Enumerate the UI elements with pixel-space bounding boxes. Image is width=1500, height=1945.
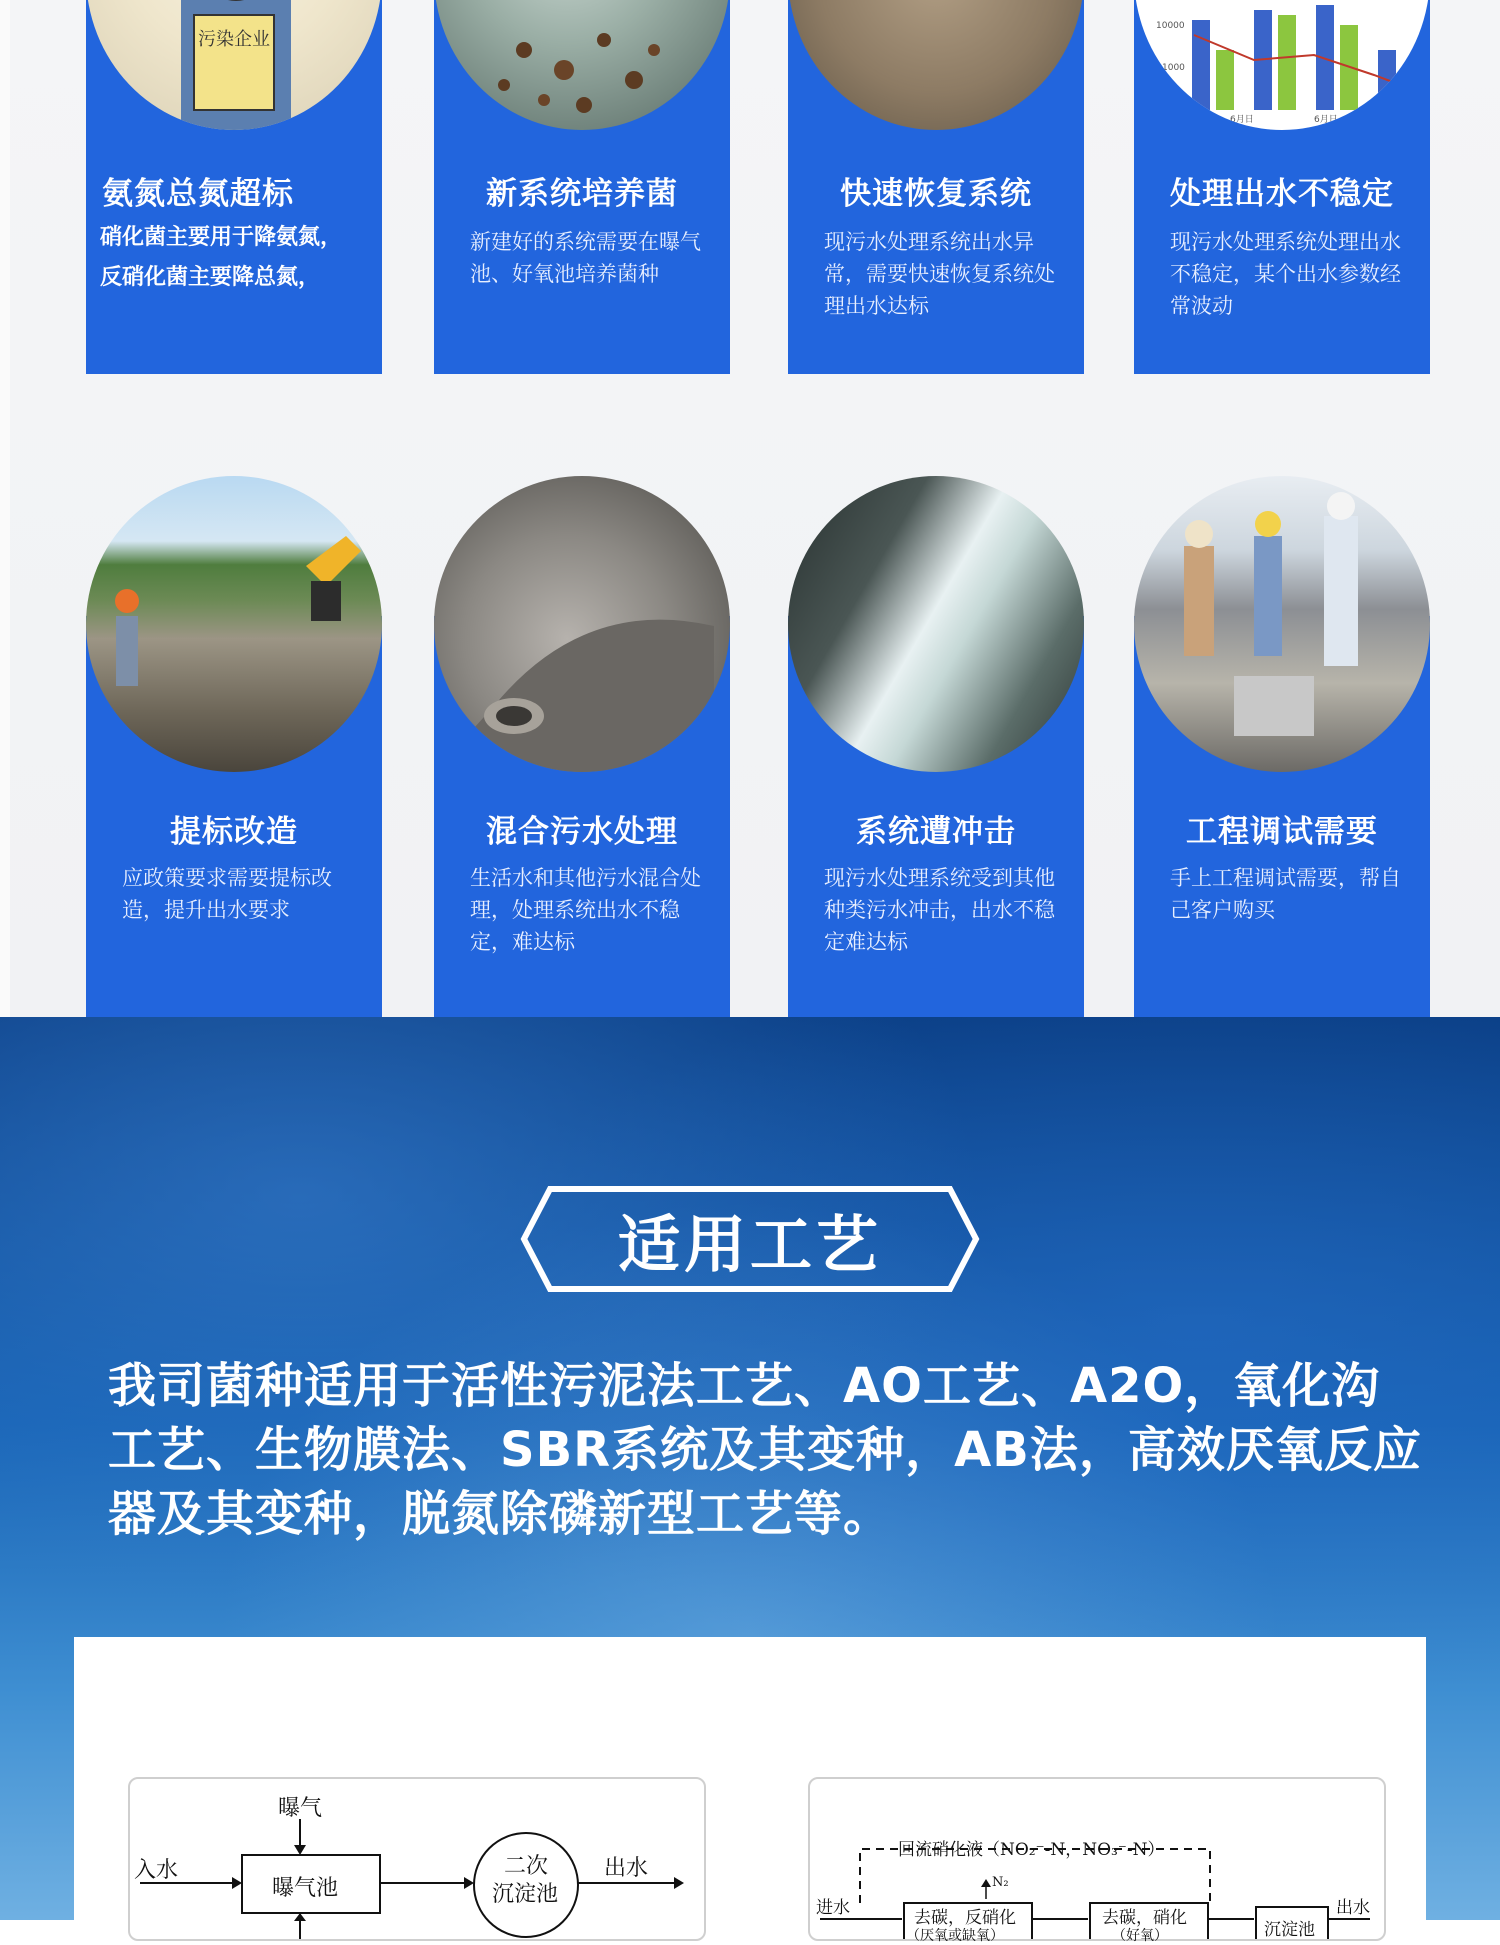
cartoon-polluting-company-photo [86,0,382,130]
scenario-card-upgrade [86,616,382,1017]
chart-tick: 6月日 [1314,115,1338,125]
card-description: 现污水处理系统出水异常，需要快速恢复系统处理出水达标 [824,230,1055,318]
card-description: 硝化菌主要用于降氨氮，反硝化菌主要降总氮， [100,225,343,290]
scenario-card-fast-recovery [788,0,1084,374]
card-description: 应政策要求需要提标改造，提升出水要求 [122,866,332,922]
water-outflow-photo [788,476,1084,772]
card-title: 快速恢复系统 [840,176,1032,212]
construction-site-photo [86,476,382,772]
n2-label: N₂ [992,1875,1009,1890]
chart-tick: 1000 [1162,63,1185,73]
anoxic-tank-label: 去碳，反硝化 [914,1908,1016,1928]
chart-tick: 6月日 [1230,115,1254,125]
activated-sludge-diagram [128,1777,706,1941]
ao-process-diagram [808,1777,1386,1944]
clarifier-label-2: 沉淀池 [492,1882,559,1907]
aeration-label: 曝气 [278,1796,323,1821]
recycle-label: 回流硝化液（NO₂⁻-N，NO₃⁻-N） [898,1840,1165,1860]
sludge-photo [788,0,1084,130]
card-description: 生活水和其他污水混合处理，处理系统出水不稳定，难达标 [470,866,701,954]
bar-chart-photo [1134,0,1430,130]
card-description: 现污水处理系统处理出水不稳定，某个出水参数经常波动 [1170,230,1401,318]
card-title: 氨氮总氮超标 [102,176,294,212]
scenario-card-commissioning [1134,616,1430,1017]
scenario-card-shock-load [788,616,1084,1017]
aeration-tank-label: 曝气池 [272,1876,339,1901]
chart-tick: 10000 [1156,21,1185,31]
card-title: 新系统培养菌 [486,176,678,212]
card-title: 工程调试需要 [1186,814,1378,850]
card-title: 处理出水不稳定 [1170,176,1394,212]
card-title: 系统遭冲击 [856,814,1016,850]
aerobic-tank-sublabel: （好氧） [1112,1928,1168,1944]
card-title: 提标改造 [170,814,298,850]
aerobic-tank-label: 去碳，硝化 [1102,1908,1187,1928]
scenario-card-ammonia [86,0,382,374]
scenario-card-unstable-effluent [1134,0,1430,374]
sewage-pipe-photo [434,476,730,772]
inflow-label: 进水 [816,1898,850,1918]
outflow-label: 出水 [1336,1898,1370,1918]
anoxic-tank-sublabel: （厌氧或缺氧） [906,1928,1004,1944]
card-description: 手上工程调试需要，帮自己客户购买 [1170,866,1401,922]
scenario-card-mixed-sewage [434,616,730,1017]
card-title: 混合污水处理 [486,814,678,850]
sign-text: 污染企业 [198,29,270,50]
card-description: 新建好的系统需要在曝气池、好氧池培养菌种 [470,230,701,286]
card-description: 现污水处理系统受到其他种类污水冲击，出水不稳定难达标 [824,866,1055,954]
scenario-card-new-system [434,0,730,374]
diagram-panel [74,1637,1426,1944]
petri-dish-bacteria-photo [434,0,730,130]
section-banner [520,1185,980,1293]
workers-photo [1134,476,1430,772]
process-description: 我司菌种适用于活性污泥法工艺、AO工艺、A2O，氧化沟工艺、生物膜法、SBR系统及其变种，AB法，高效厌氧反应器及其变种，脱氮除磷新型工艺等。 [108,1358,1422,1542]
clarifier-label-1: 二次 [504,1854,549,1879]
inflow-label: 入水 [134,1858,179,1883]
process-section [0,1017,1500,1944]
section-title: 适用工艺 [617,1207,882,1281]
settling-tank-label: 沉淀池 [1264,1920,1315,1940]
outflow-label: 出水 [604,1856,649,1881]
